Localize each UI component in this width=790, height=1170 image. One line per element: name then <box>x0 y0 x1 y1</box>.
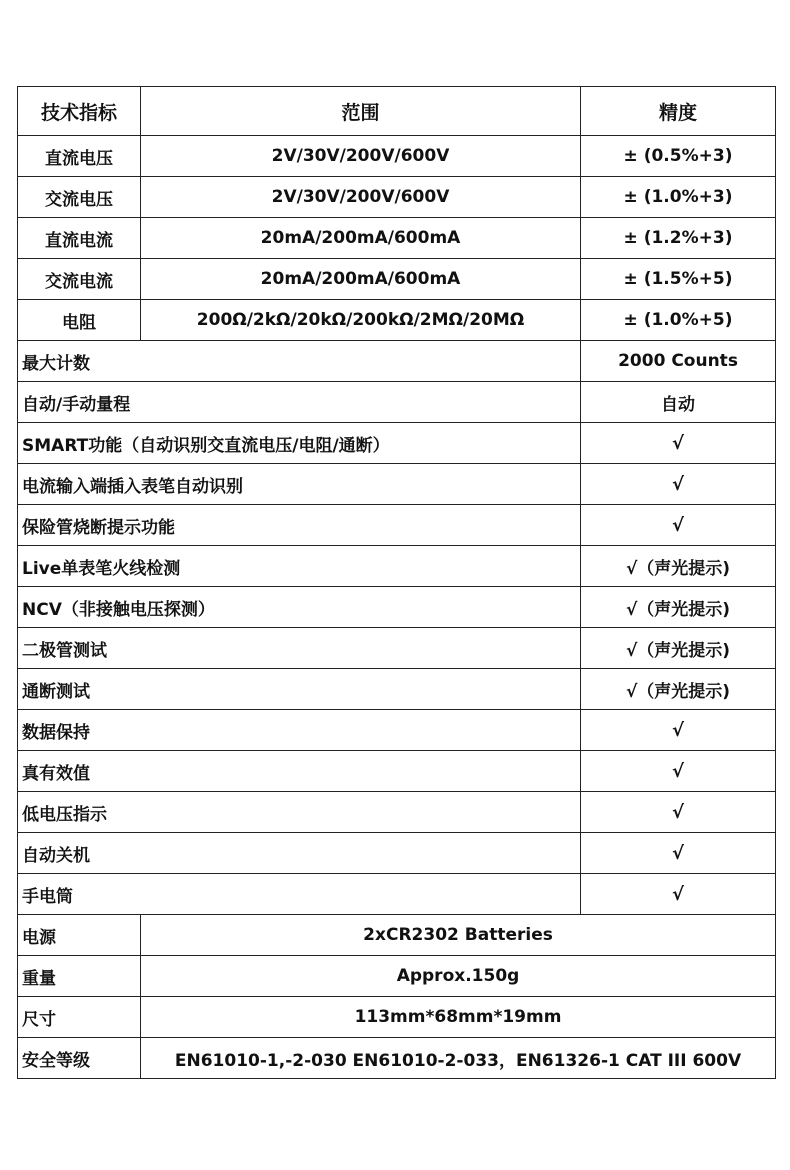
feature-value: √ <box>581 833 776 874</box>
feature-name: 保险管烧断提示功能 <box>18 505 581 546</box>
measure-row <box>18 136 776 177</box>
measure-range: 20mA/200mA/600mA <box>141 259 581 300</box>
feature-row <box>18 833 776 874</box>
feature-row <box>18 546 776 587</box>
measure-row <box>18 177 776 218</box>
feature-row <box>18 710 776 751</box>
spec-name: 重量 <box>18 956 141 997</box>
spec-table-body <box>18 87 776 1079</box>
measure-range: 2V/30V/200V/600V <box>141 177 581 218</box>
header-spec: 技术指标 <box>18 87 141 136</box>
header-row <box>18 87 776 136</box>
feature-row <box>18 751 776 792</box>
feature-row <box>18 792 776 833</box>
feature-row <box>18 587 776 628</box>
feature-value: √（声光提示) <box>581 587 776 628</box>
feature-value: 2000 Counts <box>581 341 776 382</box>
measure-accuracy: ± (1.2%+3) <box>581 218 776 259</box>
spec-row <box>18 997 776 1038</box>
feature-name: 通断测试 <box>18 669 581 710</box>
feature-name: 电流输入端插入表笔自动识别 <box>18 464 581 505</box>
feature-name: 自动/手动量程 <box>18 382 581 423</box>
feature-value: √（声光提示) <box>581 669 776 710</box>
measure-range: 200Ω/2kΩ/20kΩ/200kΩ/2MΩ/20MΩ <box>141 300 581 341</box>
feature-value: 自动 <box>581 382 776 423</box>
measure-name: 直流电流 <box>18 218 141 259</box>
feature-name: 最大计数 <box>18 341 581 382</box>
feature-value: √ <box>581 751 776 792</box>
measure-name: 电阻 <box>18 300 141 341</box>
header-accuracy: 精度 <box>581 87 776 136</box>
spec-value: 2xCR2302 Batteries <box>141 915 776 956</box>
feature-name: 低电压指示 <box>18 792 581 833</box>
feature-row <box>18 423 776 464</box>
feature-row <box>18 874 776 915</box>
spec-value: EN61010-1,-2-030 EN61010-2-033，EN61326-1 CAT III 600V <box>141 1038 776 1079</box>
spec-name: 尺寸 <box>18 997 141 1038</box>
feature-row <box>18 505 776 546</box>
feature-value: √ <box>581 874 776 915</box>
spec-name: 安全等级 <box>18 1038 141 1079</box>
feature-row <box>18 341 776 382</box>
measure-range: 2V/30V/200V/600V <box>141 136 581 177</box>
measure-accuracy: ± (1.0%+5) <box>581 300 776 341</box>
spec-row <box>18 956 776 997</box>
measure-accuracy: ± (0.5%+3) <box>581 136 776 177</box>
measure-name: 交流电压 <box>18 177 141 218</box>
spec-row <box>18 1038 776 1079</box>
feature-name: 手电筒 <box>18 874 581 915</box>
measure-accuracy: ± (1.5%+5) <box>581 259 776 300</box>
feature-value: √ <box>581 423 776 464</box>
feature-row <box>18 628 776 669</box>
spec-value: Approx.150g <box>141 956 776 997</box>
feature-value: √ <box>581 792 776 833</box>
spec-row <box>18 915 776 956</box>
spec-name: 电源 <box>18 915 141 956</box>
measure-row <box>18 300 776 341</box>
header-range: 范围 <box>141 87 581 136</box>
feature-value: √（声光提示) <box>581 628 776 669</box>
measure-row <box>18 259 776 300</box>
feature-value: √（声光提示) <box>581 546 776 587</box>
feature-row <box>18 669 776 710</box>
feature-name: Live单表笔火线检测 <box>18 546 581 587</box>
spec-value: 113mm*68mm*19mm <box>141 997 776 1038</box>
measure-accuracy: ± (1.0%+3) <box>581 177 776 218</box>
feature-name: 真有效值 <box>18 751 581 792</box>
feature-name: 二极管测试 <box>18 628 581 669</box>
measure-row <box>18 218 776 259</box>
feature-name: NCV（非接触电压探测） <box>18 587 581 628</box>
measure-name: 交流电流 <box>18 259 141 300</box>
measure-name: 直流电压 <box>18 136 141 177</box>
measure-range: 20mA/200mA/600mA <box>141 218 581 259</box>
spec-table <box>17 86 776 1079</box>
feature-name: 数据保持 <box>18 710 581 751</box>
feature-name: 自动关机 <box>18 833 581 874</box>
feature-name: SMART功能（自动识别交直流电压/电阻/通断） <box>18 423 581 464</box>
feature-row <box>18 382 776 423</box>
feature-row <box>18 464 776 505</box>
feature-value: √ <box>581 710 776 751</box>
feature-value: √ <box>581 505 776 546</box>
feature-value: √ <box>581 464 776 505</box>
